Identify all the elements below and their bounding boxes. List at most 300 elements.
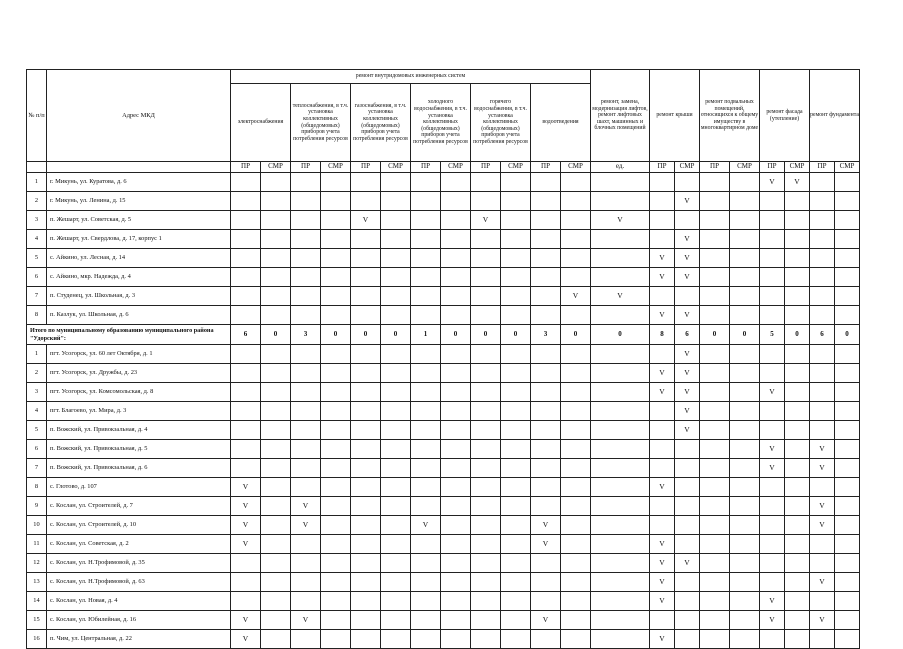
work-cell — [675, 440, 700, 459]
row-address: п. Казлук, ул. Школьная, д. 6 — [47, 306, 231, 325]
row-number: 1 — [27, 345, 47, 364]
work-cell — [471, 306, 501, 325]
total-value: 0 — [381, 325, 411, 345]
sub-header-smr: СМР — [730, 162, 760, 173]
table-row — [27, 306, 860, 325]
work-cell — [321, 364, 351, 383]
table-row — [27, 192, 860, 211]
work-cell — [351, 630, 381, 649]
work-cell — [321, 459, 351, 478]
header-heating: теплоснабжения, в т.ч. установка коллективных (общедомовых) приборов учета потребления ресурсов — [291, 84, 351, 162]
work-mark: V — [291, 497, 321, 516]
table-row — [27, 630, 860, 649]
work-cell — [441, 345, 471, 364]
work-cell — [441, 516, 471, 535]
work-cell — [531, 211, 561, 230]
work-cell — [835, 440, 860, 459]
sub-header-pr: ПР — [531, 162, 561, 173]
work-cell — [730, 306, 760, 325]
work-cell — [291, 478, 321, 497]
work-cell — [441, 383, 471, 402]
work-cell — [760, 573, 785, 592]
work-cell — [321, 192, 351, 211]
work-cell — [261, 497, 291, 516]
work-cell — [501, 440, 531, 459]
work-cell — [321, 211, 351, 230]
work-cell — [591, 478, 650, 497]
work-mark: V — [231, 478, 261, 497]
work-mark: V — [650, 554, 675, 573]
table-row — [27, 249, 860, 268]
work-cell — [411, 383, 441, 402]
work-cell — [321, 573, 351, 592]
sub-header-pr: ПР — [411, 162, 441, 173]
work-cell — [785, 573, 810, 592]
work-mark: V — [291, 516, 321, 535]
work-cell — [785, 516, 810, 535]
work-cell — [321, 516, 351, 535]
work-cell — [650, 421, 675, 440]
work-cell — [591, 535, 650, 554]
total-label: Итого по муниципальному образованию муниципального района "Удорский": — [27, 325, 231, 345]
work-cell — [591, 630, 650, 649]
work-cell — [261, 516, 291, 535]
work-cell — [810, 173, 835, 192]
work-mark: V — [531, 516, 561, 535]
work-cell — [650, 611, 675, 630]
work-cell — [591, 192, 650, 211]
work-cell — [760, 535, 785, 554]
work-cell — [785, 287, 810, 306]
work-cell — [700, 173, 730, 192]
row-address: пгт. Усогорск, ул. 60 лет Октября, д. 1 — [47, 345, 231, 364]
work-cell — [381, 440, 411, 459]
work-cell — [650, 345, 675, 364]
row-number: 9 — [27, 497, 47, 516]
work-cell — [760, 287, 785, 306]
work-cell — [650, 497, 675, 516]
row-address: с. Кослан, ул. Юбилейная, д. 16 — [47, 611, 231, 630]
row-address: с. Кослан, ул. Строителей, д. 7 — [47, 497, 231, 516]
work-mark: V — [561, 287, 591, 306]
work-cell — [810, 192, 835, 211]
work-cell — [785, 249, 810, 268]
header-sewerage: водоотведения — [531, 84, 591, 162]
work-cell — [381, 249, 411, 268]
work-cell — [351, 230, 381, 249]
work-mark: V — [675, 345, 700, 364]
work-cell — [441, 268, 471, 287]
work-cell — [700, 268, 730, 287]
work-cell — [381, 630, 411, 649]
work-cell — [291, 440, 321, 459]
work-cell — [411, 287, 441, 306]
total-value: 0 — [441, 325, 471, 345]
work-cell — [351, 268, 381, 287]
work-mark: V — [531, 611, 561, 630]
work-mark: V — [231, 535, 261, 554]
total-value: 6 — [675, 325, 700, 345]
work-cell — [411, 364, 441, 383]
work-cell — [261, 573, 291, 592]
work-cell — [835, 516, 860, 535]
work-mark: V — [810, 497, 835, 516]
work-cell — [700, 459, 730, 478]
work-cell — [561, 192, 591, 211]
total-value: 3 — [291, 325, 321, 345]
work-mark: V — [650, 592, 675, 611]
work-cell — [291, 459, 321, 478]
total-value: 0 — [261, 325, 291, 345]
work-mark: V — [675, 402, 700, 421]
work-cell — [591, 268, 650, 287]
work-cell — [321, 287, 351, 306]
work-cell — [261, 306, 291, 325]
work-cell — [810, 478, 835, 497]
work-cell — [700, 535, 730, 554]
work-cell — [650, 192, 675, 211]
work-cell — [441, 173, 471, 192]
header-elevators: ремонт, замена, модернизация лифтов, ремонт лифтовых шахт, машинных и блочных помещений — [591, 70, 650, 162]
work-cell — [291, 554, 321, 573]
work-cell — [441, 287, 471, 306]
table-row — [27, 497, 860, 516]
table-row — [27, 345, 860, 364]
work-cell — [785, 592, 810, 611]
repair-plan-table — [26, 69, 860, 649]
work-cell — [261, 383, 291, 402]
work-cell — [561, 573, 591, 592]
work-cell — [531, 249, 561, 268]
row-address: пгт. Усогорск, ул. Дружбы, д. 23 — [47, 364, 231, 383]
work-cell — [785, 535, 810, 554]
work-mark: V — [471, 211, 501, 230]
work-mark: V — [591, 211, 650, 230]
work-cell — [411, 478, 441, 497]
sub-header-pr: ПР — [291, 162, 321, 173]
work-cell — [231, 554, 261, 573]
work-cell — [381, 592, 411, 611]
work-cell — [561, 268, 591, 287]
work-cell — [700, 249, 730, 268]
work-cell — [531, 497, 561, 516]
work-mark: V — [675, 554, 700, 573]
work-cell — [261, 402, 291, 421]
sub-header-pr: ПР — [351, 162, 381, 173]
work-cell — [381, 287, 411, 306]
work-mark: V — [675, 383, 700, 402]
work-cell — [261, 173, 291, 192]
work-cell — [730, 364, 760, 383]
work-cell — [261, 440, 291, 459]
work-cell — [501, 287, 531, 306]
work-cell — [501, 592, 531, 611]
row-number: 11 — [27, 535, 47, 554]
work-mark: V — [650, 535, 675, 554]
total-value: 1 — [411, 325, 441, 345]
work-mark: V — [760, 459, 785, 478]
work-cell — [785, 611, 810, 630]
work-cell — [291, 192, 321, 211]
work-cell — [700, 611, 730, 630]
work-cell — [351, 497, 381, 516]
work-cell — [291, 402, 321, 421]
work-cell — [730, 497, 760, 516]
work-mark: V — [650, 249, 675, 268]
work-cell — [291, 287, 321, 306]
work-cell — [291, 306, 321, 325]
work-mark: V — [531, 535, 561, 554]
work-cell — [321, 345, 351, 364]
table-row — [27, 611, 860, 630]
work-cell — [561, 611, 591, 630]
work-cell — [810, 402, 835, 421]
row-number: 6 — [27, 268, 47, 287]
work-cell — [441, 364, 471, 383]
work-cell — [471, 192, 501, 211]
work-mark: V — [650, 306, 675, 325]
work-cell — [561, 173, 591, 192]
work-cell — [501, 478, 531, 497]
work-cell — [351, 421, 381, 440]
sub-header-units: ед. — [591, 162, 650, 173]
work-cell — [760, 192, 785, 211]
work-cell — [231, 421, 261, 440]
work-cell — [675, 611, 700, 630]
work-cell — [675, 573, 700, 592]
row-address: с. Айкино, мкр. Надежда, д. 4 — [47, 268, 231, 287]
work-cell — [700, 440, 730, 459]
work-cell — [810, 554, 835, 573]
work-cell — [411, 173, 441, 192]
work-cell — [231, 402, 261, 421]
work-cell — [760, 211, 785, 230]
row-number: 8 — [27, 478, 47, 497]
work-cell — [675, 287, 700, 306]
work-cell — [730, 421, 760, 440]
work-cell — [561, 630, 591, 649]
row-number: 5 — [27, 421, 47, 440]
work-cell — [700, 211, 730, 230]
work-cell — [760, 554, 785, 573]
work-cell — [650, 211, 675, 230]
work-cell — [381, 268, 411, 287]
work-mark: V — [760, 440, 785, 459]
work-cell — [501, 497, 531, 516]
work-cell — [261, 287, 291, 306]
row-address: с. Кослан, ул. Н.Трофимовой, д. 63 — [47, 573, 231, 592]
row-number: 4 — [27, 402, 47, 421]
work-cell — [810, 364, 835, 383]
work-cell — [650, 440, 675, 459]
work-cell — [760, 402, 785, 421]
work-cell — [810, 230, 835, 249]
work-cell — [291, 592, 321, 611]
work-cell — [441, 230, 471, 249]
work-cell — [561, 478, 591, 497]
work-cell — [231, 459, 261, 478]
work-cell — [650, 173, 675, 192]
work-cell — [835, 345, 860, 364]
row-number: 2 — [27, 192, 47, 211]
work-cell — [471, 630, 501, 649]
work-cell — [321, 535, 351, 554]
work-mark: V — [760, 611, 785, 630]
work-cell — [810, 287, 835, 306]
table-row — [27, 402, 860, 421]
work-cell — [760, 249, 785, 268]
work-mark: V — [650, 383, 675, 402]
work-cell — [411, 345, 441, 364]
work-cell — [321, 230, 351, 249]
total-row — [27, 325, 860, 345]
work-cell — [810, 211, 835, 230]
work-cell — [760, 268, 785, 287]
work-cell — [441, 211, 471, 230]
header-cold-water: холодного водоснабжения, в т.ч. установка коллективных (общедомовых) приборов учета потребления ресурсов — [411, 84, 471, 162]
work-cell — [591, 440, 650, 459]
row-address: с. Кослан, ул. Советская, д. 2 — [47, 535, 231, 554]
header-roof: ремонт крыши — [650, 70, 700, 162]
work-cell — [785, 230, 810, 249]
work-cell — [700, 573, 730, 592]
work-cell — [321, 249, 351, 268]
work-cell — [730, 230, 760, 249]
row-address: п. Чим, ул. Центральная, д. 22 — [47, 630, 231, 649]
work-cell — [675, 497, 700, 516]
sub-header-smr: СМР — [321, 162, 351, 173]
work-cell — [730, 630, 760, 649]
work-cell — [231, 383, 261, 402]
work-cell — [650, 459, 675, 478]
work-cell — [730, 478, 760, 497]
work-cell — [471, 173, 501, 192]
row-number: 1 — [27, 173, 47, 192]
work-cell — [835, 535, 860, 554]
row-address: с. Кослан, ул. Строителей, д. 10 — [47, 516, 231, 535]
work-cell — [351, 516, 381, 535]
work-cell — [785, 497, 810, 516]
work-cell — [675, 535, 700, 554]
work-cell — [700, 516, 730, 535]
work-cell — [411, 211, 441, 230]
work-cell — [471, 402, 501, 421]
work-cell — [291, 421, 321, 440]
work-cell — [441, 440, 471, 459]
work-cell — [321, 306, 351, 325]
total-value: 0 — [321, 325, 351, 345]
work-mark: V — [231, 611, 261, 630]
work-cell — [261, 630, 291, 649]
row-number: 3 — [27, 383, 47, 402]
work-cell — [591, 306, 650, 325]
work-cell — [561, 249, 591, 268]
table-row — [27, 268, 860, 287]
row-address: с. Кослан, ул. Н.Трофимовой, д. 35 — [47, 554, 231, 573]
work-cell — [231, 592, 261, 611]
table-row — [27, 440, 860, 459]
work-cell — [785, 383, 810, 402]
work-cell — [591, 383, 650, 402]
work-cell — [561, 440, 591, 459]
work-cell — [291, 268, 321, 287]
work-cell — [381, 383, 411, 402]
work-cell — [531, 402, 561, 421]
work-cell — [561, 516, 591, 535]
work-mark: V — [231, 516, 261, 535]
table-row — [27, 535, 860, 554]
work-cell — [321, 611, 351, 630]
work-mark: V — [810, 459, 835, 478]
total-value: 5 — [760, 325, 785, 345]
work-cell — [471, 478, 501, 497]
work-cell — [291, 535, 321, 554]
work-cell — [561, 364, 591, 383]
work-cell — [531, 173, 561, 192]
row-address: пгт. Усогорск, ул. Комсомольская, д. 8 — [47, 383, 231, 402]
work-cell — [411, 611, 441, 630]
work-cell — [730, 173, 760, 192]
work-cell — [810, 421, 835, 440]
row-number: 4 — [27, 230, 47, 249]
row-address: п. Вожский, ул. Привокзальная, д. 4 — [47, 421, 231, 440]
work-cell — [785, 402, 810, 421]
work-cell — [441, 402, 471, 421]
row-address: с. Айкино, ул. Лесная, д. 14 — [47, 249, 231, 268]
work-cell — [785, 268, 810, 287]
work-cell — [321, 440, 351, 459]
work-cell — [730, 516, 760, 535]
work-cell — [501, 345, 531, 364]
work-cell — [785, 306, 810, 325]
work-cell — [675, 630, 700, 649]
work-cell — [291, 345, 321, 364]
work-cell — [835, 383, 860, 402]
work-cell — [835, 478, 860, 497]
work-cell — [835, 249, 860, 268]
work-cell — [531, 554, 561, 573]
work-cell — [441, 421, 471, 440]
table-row — [27, 230, 860, 249]
table-row — [27, 383, 860, 402]
work-cell — [675, 592, 700, 611]
work-cell — [700, 345, 730, 364]
row-number: 13 — [27, 573, 47, 592]
work-cell — [730, 535, 760, 554]
work-cell — [835, 287, 860, 306]
work-cell — [321, 268, 351, 287]
work-cell — [471, 516, 501, 535]
work-cell — [700, 497, 730, 516]
work-cell — [351, 554, 381, 573]
work-cell — [441, 459, 471, 478]
total-value: 6 — [231, 325, 261, 345]
work-cell — [700, 287, 730, 306]
work-cell — [381, 554, 411, 573]
work-cell — [650, 402, 675, 421]
work-cell — [231, 573, 261, 592]
header-hot-water: горячего водоснабжения, в т.ч. установка коллективных (общедомовых) приборов учета потребления ресурсов — [471, 84, 531, 162]
row-address: п. Студенец, ул. Школьная, д. 3 — [47, 287, 231, 306]
work-cell — [261, 345, 291, 364]
work-cell — [561, 230, 591, 249]
work-cell — [261, 459, 291, 478]
sub-header-empty — [47, 162, 231, 173]
work-cell — [730, 440, 760, 459]
work-cell — [411, 421, 441, 440]
work-cell — [760, 230, 785, 249]
work-cell — [351, 592, 381, 611]
